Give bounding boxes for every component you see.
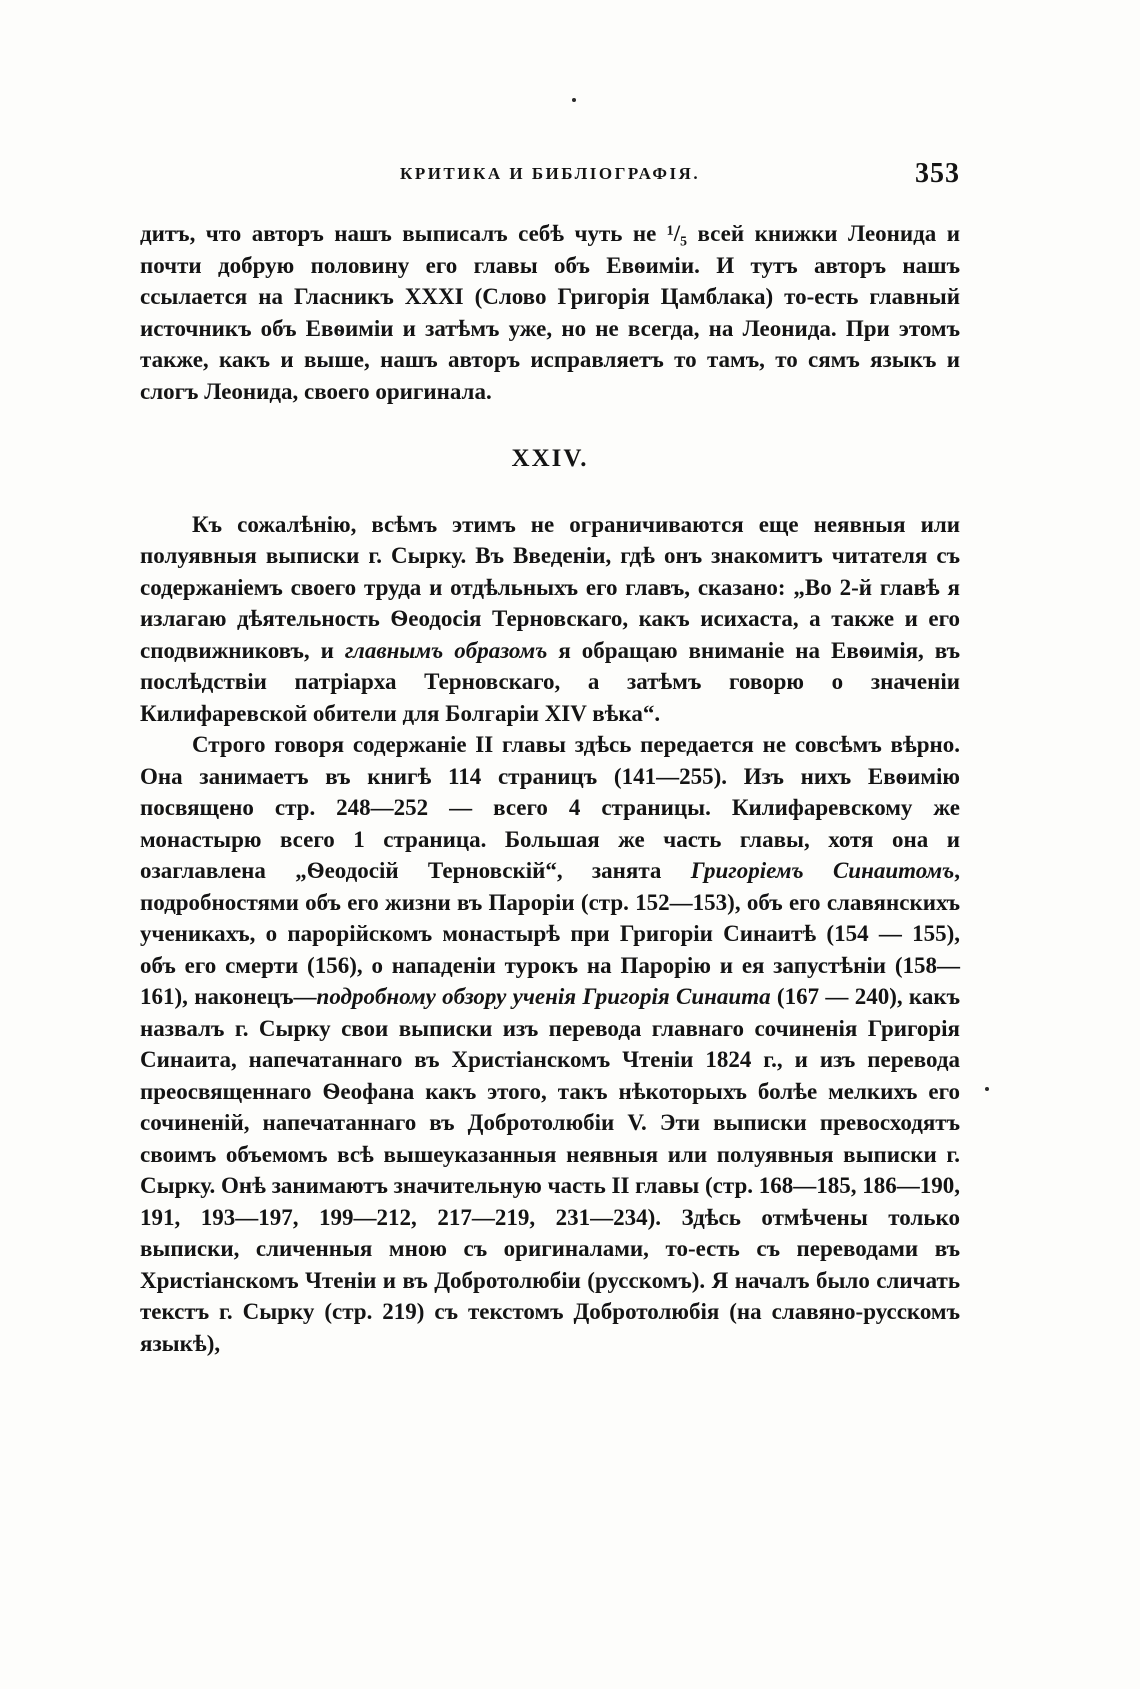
page-header: [140, 158, 960, 198]
paragraph-2-text-c: я обращаю вниманіе на Евѳимія, въ послѣдствіи патріарха Терновскаго, а затѣмъ говорю о значеніи Килифаревской обители для Болгаріи XIV вѣка“.: [140, 637, 961, 726]
body-text: [140, 218, 960, 1359]
page-number: 353: [915, 158, 960, 189]
paragraph-3-text-c: , подробностями объ его жизни въ Пароріи (стр. 152—153), объ его славянскихъ ученикахъ, о парорійскомъ монастырѣ при Григоріи Синаитѣ (154 — 155), объ его смерти (156), о нападеніи турокъ на Парорію и ея запустѣніи (158—161), наконецъ—: [140, 858, 960, 1009]
paragraph-2-emphasis: главнымъ образомъ: [344, 637, 548, 663]
paragraph-3-text-a: Строго говоря содержаніе II главы здѣсь передается не совсѣмъ вѣрно. Она занимаетъ въ книгѣ 114 страницъ (141—255). Изъ нихъ Евѳимію посвящено стр. 248—252 — всего 4 страницы. Килифаревскому же монастырю всего 1 страница. Большая же часть главы, хотя она и озаглавлена „Ѳеодосій Терновскій“, занята: [140, 732, 960, 883]
paragraph-2: [140, 509, 960, 730]
paragraph-1-text: дитъ, что авторъ нашъ выписалъ себѣ чуть не ¹/₅ всей книжки Леонида и почти добрую половину его главы объ Евѳиміи. И тутъ авторъ нашъ ссылается на Гласникъ XXXI (Слово Григорія Цамблака) то-есть главный источникъ объ Евѳиміи и затѣмъ уже, но не всегда, на Леонида. При этомъ также, какъ и выше, нашъ авторъ исправляетъ то тамъ, то сямъ языкъ и слогъ Леонида, своего оригинала.: [140, 221, 960, 404]
paragraph-3-emphasis-1: Григоріемъ Синаитомъ: [690, 858, 955, 883]
paragraph-3-emphasis-2: подробному обзору ученія Григорія Синаита: [316, 984, 771, 1009]
margin-speck: [572, 98, 576, 102]
paragraph-continuation: [140, 218, 960, 407]
margin-speck: [985, 1087, 989, 1091]
section-heading: XXIV.: [511, 445, 589, 472]
paragraph-3: [140, 729, 960, 1359]
running-title: КРИТИКА И БИБЛІОГРАФІЯ.: [400, 164, 701, 183]
paragraph-3-text-e: (167 — 240), какъ назвалъ г. Сырку свои выписки изъ перевода главнаго сочиненія Григорія Синаита, напечатаннаго въ Христіанскомъ Чтеніи 1824 г., и изъ перевода преосвященнаго Ѳеофана какъ этого, такъ нѣкоторыхъ болѣе мелкихъ его сочиненій, напечатаннаго въ Добротолюбіи V. Эти выписки превосходятъ своимъ объемомъ всѣ вышеуказанныя неявныя или полуявныя выписки г. Сырку. Онѣ занимаютъ значительную часть II главы (стр. 168—185, 186—190, 191, 193—197, 199—212, 217—219, 231—234). Здѣсь отмѣчены только выписки, сличенныя мною съ оригиналами, то-есть съ переводами въ Христіанскомъ Чтеніи и въ Добротолюбіи (русскомъ). Я началъ было сличать текстъ г. Сырку (стр. 219) съ текстомъ Добротолюбія (на славяно-русскомъ языкѣ),: [140, 984, 960, 1356]
paragraph-2-text-a: Къ сожалѣнію, всѣмъ этимъ не ограничиваются еще неявныя или полуявныя выписки г. Сырку. Въ Введеніи, гдѣ онъ знакомитъ читателя съ содержаніемъ своего труда и отдѣльныхъ его главъ, сказано: „Во 2-й главѣ я излагаю дѣятельность Ѳеодосія Терновскаго, какъ исихаста, а также и его сподвижниковъ, и: [140, 511, 960, 663]
